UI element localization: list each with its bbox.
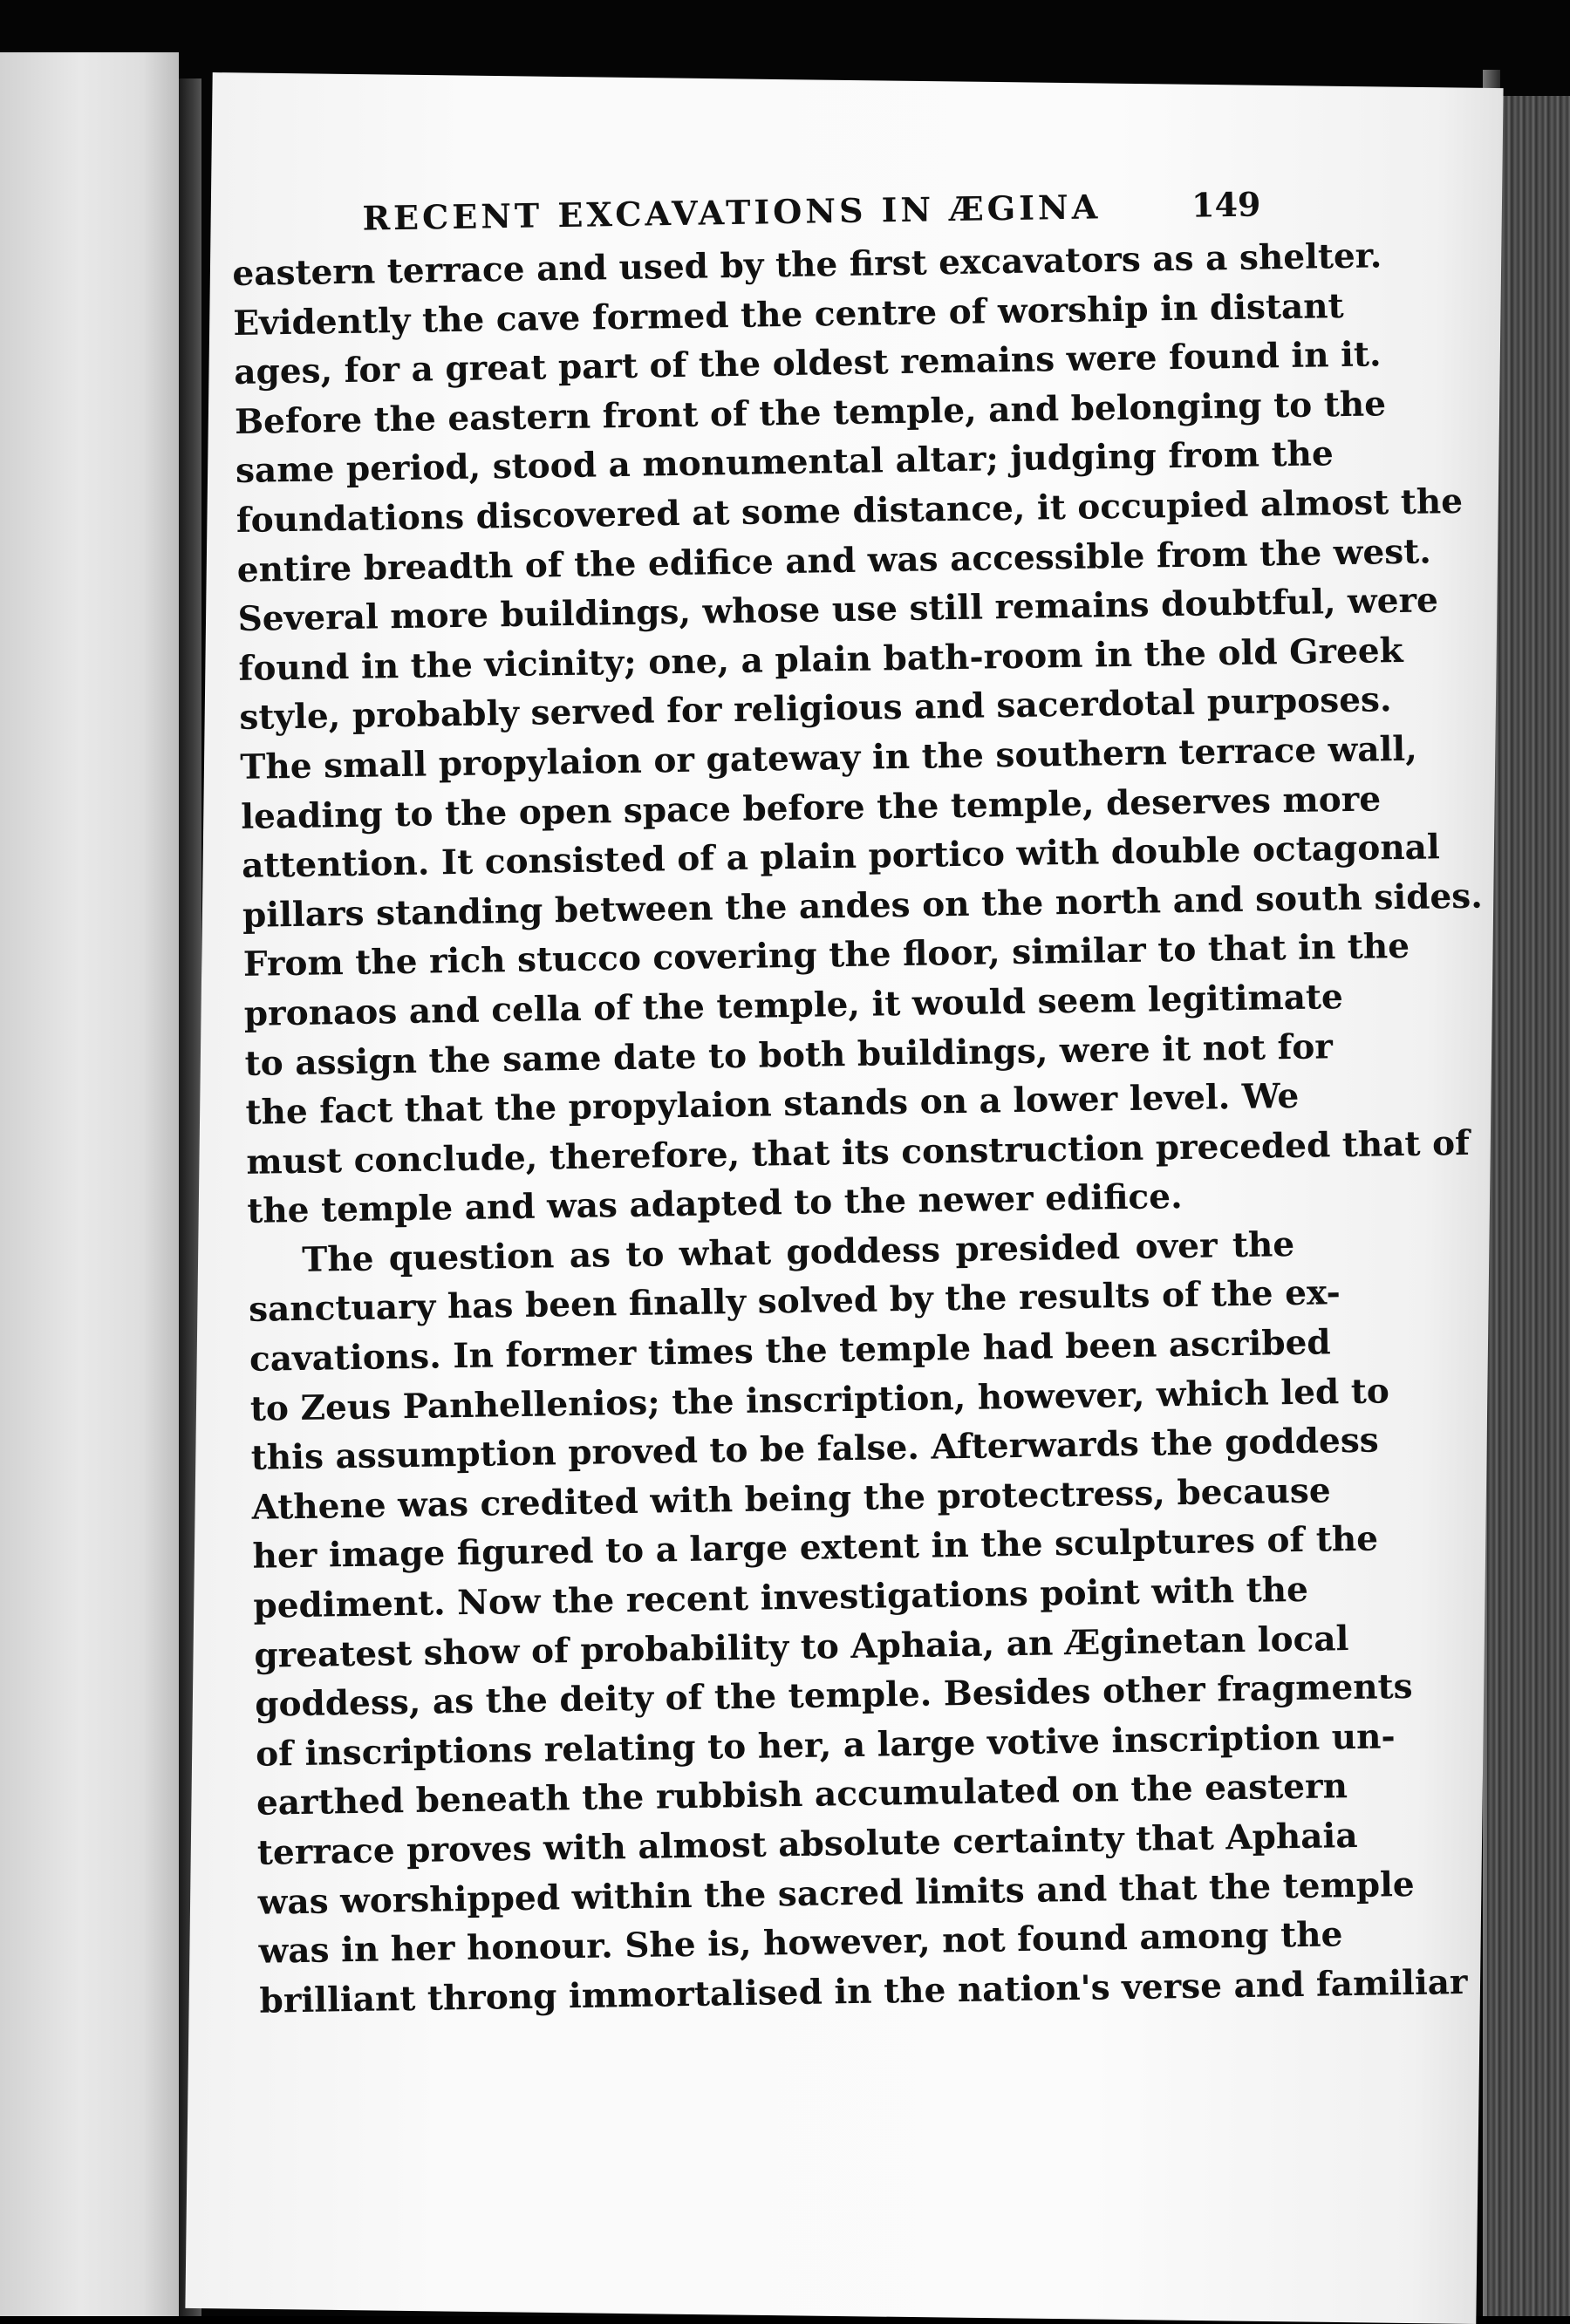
text-line: goddess, as the deity of the temple. Besides other fragments — [254, 1666, 1413, 1726]
text-line: The small propylaion or gateway in the southern terrace wall, — [240, 728, 1418, 787]
text-line: pediment. Now the recent investigations point with the — [253, 1569, 1309, 1626]
text-line: found in the vicinity; one, a plain bath-room in the old Greek — [238, 630, 1403, 689]
book-page-edges — [1487, 96, 1570, 2316]
text-line: same period, stood a monumental altar; judging from the — [235, 433, 1334, 492]
text-line: to Zeus Panhellenios; the inscription, however, which led to — [249, 1370, 1390, 1429]
body-text — [232, 233, 1484, 2026]
text-line: pillars standing between the andes on the north and south sides. — [242, 876, 1484, 936]
text-line: earthed beneath the rubbish accumulated on the eastern — [256, 1766, 1348, 1824]
text-line: greatest show of probability to Aphaia, an Æginetan local — [254, 1618, 1349, 1676]
text-line: ages, for a great part of the oldest remains were found in it. — [233, 334, 1382, 393]
text-line: sanctuary has been finally solved by the results of the ex- — [248, 1272, 1341, 1331]
text-line: to assign the same date to both buildings, were it not for — [244, 1026, 1334, 1084]
page-text — [231, 175, 1484, 2026]
text-line: foundations discovered at some distance, it occupied almost the — [236, 480, 1464, 541]
text-line: leading to the open space before the temple, deserves more — [240, 778, 1382, 837]
previous-page — [0, 52, 179, 2316]
text-line: pronaos and cella of the temple, it would seem legitimate — [243, 976, 1344, 1034]
text-line: The question as to what goddess presided over the — [301, 1223, 1295, 1280]
text-line: Before the eastern front of the temple, and belonging to the — [234, 384, 1387, 442]
text-line: Evidently the cave formed the centre of worship in distant — [233, 285, 1344, 344]
text-line: entire breadth of the edifice and was accessible from the west. — [236, 531, 1432, 590]
text-line: of inscriptions relating to her, a large votive inscription un- — [255, 1716, 1396, 1775]
text-line: cavations. In former times the temple had been ascribed — [249, 1322, 1331, 1380]
text-line: must conclude, therefore, that its construction preceded that of — [246, 1122, 1471, 1182]
text-line: the temple and was adapted to the newer edifice. — [247, 1176, 1183, 1232]
text-line: eastern terrace and used by the first excavators as a shelter. — [232, 235, 1382, 294]
text-line: attention. It consisted of a plain portico with double octagonal — [241, 827, 1441, 887]
paragraph — [232, 233, 1484, 1237]
text-line: was in her honour. She is, however, not found among the — [258, 1914, 1343, 1972]
text-line: From the rich stucco covering the floor, similar to that in the — [242, 926, 1410, 985]
text-line: terrace proves with almost absolute certainty that Aphaia — [256, 1815, 1358, 1873]
page-number: 149 — [1191, 184, 1261, 225]
text-line: the fact that the propylaion stands on a lower level. We — [245, 1075, 1300, 1133]
text-line: Several more buildings, whose use still remains doubtful, were — [237, 580, 1439, 640]
text-line: Athene was credited with being the protectress, because — [251, 1470, 1331, 1528]
text-line: this assumption proved to be false. Afterwards the goddess — [250, 1420, 1380, 1479]
paragraph — [248, 1220, 1468, 2026]
text-line: her image figured to a large extent in the sculptures of the — [252, 1518, 1379, 1578]
text-line: style, probably served for religious and sacerdotal purposes. — [239, 679, 1392, 739]
running-head-title: RECENT EXCAVATIONS IN ÆGINA — [362, 187, 1102, 238]
text-line: was worshipped within the sacred limits and that the temple — [257, 1864, 1416, 1923]
text-line: brilliant throng immortalised in the nation's verse and familiar — [259, 1961, 1468, 2021]
